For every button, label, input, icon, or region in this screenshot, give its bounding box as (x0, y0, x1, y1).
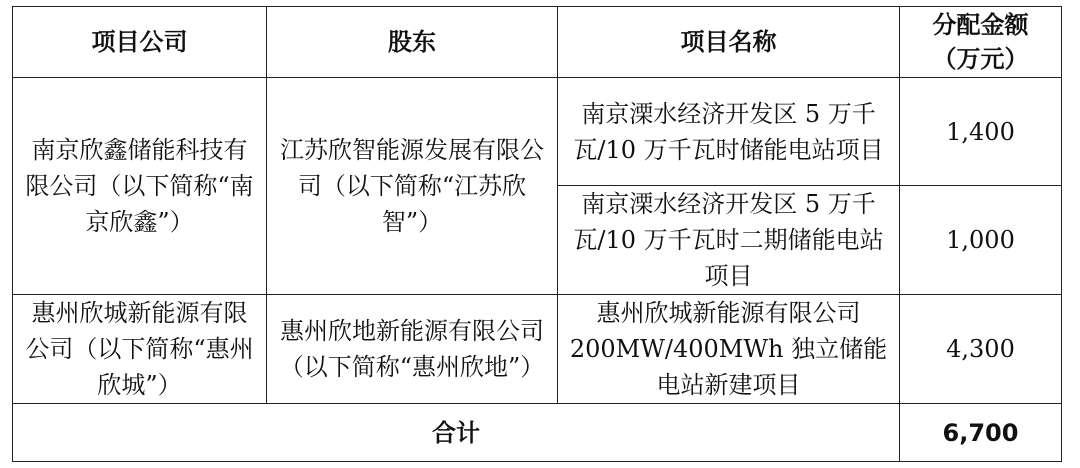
project-cell: 南京溧水经济开发区 5 万千瓦/10 万千瓦时二期储能电站项目 (558, 186, 900, 295)
table-row (13, 78, 1062, 186)
total-amount: 6,700 (900, 404, 1062, 462)
header-amount: 分配金额（万元） (900, 7, 1062, 78)
total-label: 合计 (13, 404, 900, 462)
table-row (13, 295, 1062, 404)
allocation-table (12, 6, 1062, 462)
company-cell: 惠州欣城新能源有限公司（以下简称“惠州欣城”） (13, 295, 267, 404)
header-row (13, 7, 1062, 78)
company-cell: 南京欣鑫储能科技有限公司（以下简称“南京欣鑫”） (13, 78, 267, 295)
total-row (13, 404, 1062, 462)
amount-cell: 1,400 (900, 78, 1062, 186)
project-cell: 惠州欣城新能源有限公司 200MW/400MWh 独立储能电站新建项目 (558, 295, 900, 404)
shareholder-cell: 江苏欣智能源发展有限公司（以下简称“江苏欣智”） (267, 78, 558, 295)
header-project: 项目名称 (558, 7, 900, 78)
amount-cell: 4,300 (900, 295, 1062, 404)
shareholder-cell: 惠州欣地新能源有限公司（以下简称“惠州欣地”） (267, 295, 558, 404)
header-company: 项目公司 (13, 7, 267, 78)
amount-cell: 1,000 (900, 186, 1062, 295)
project-cell: 南京溧水经济开发区 5 万千瓦/10 万千瓦时储能电站项目 (558, 78, 900, 186)
header-shareholder: 股东 (267, 7, 558, 78)
